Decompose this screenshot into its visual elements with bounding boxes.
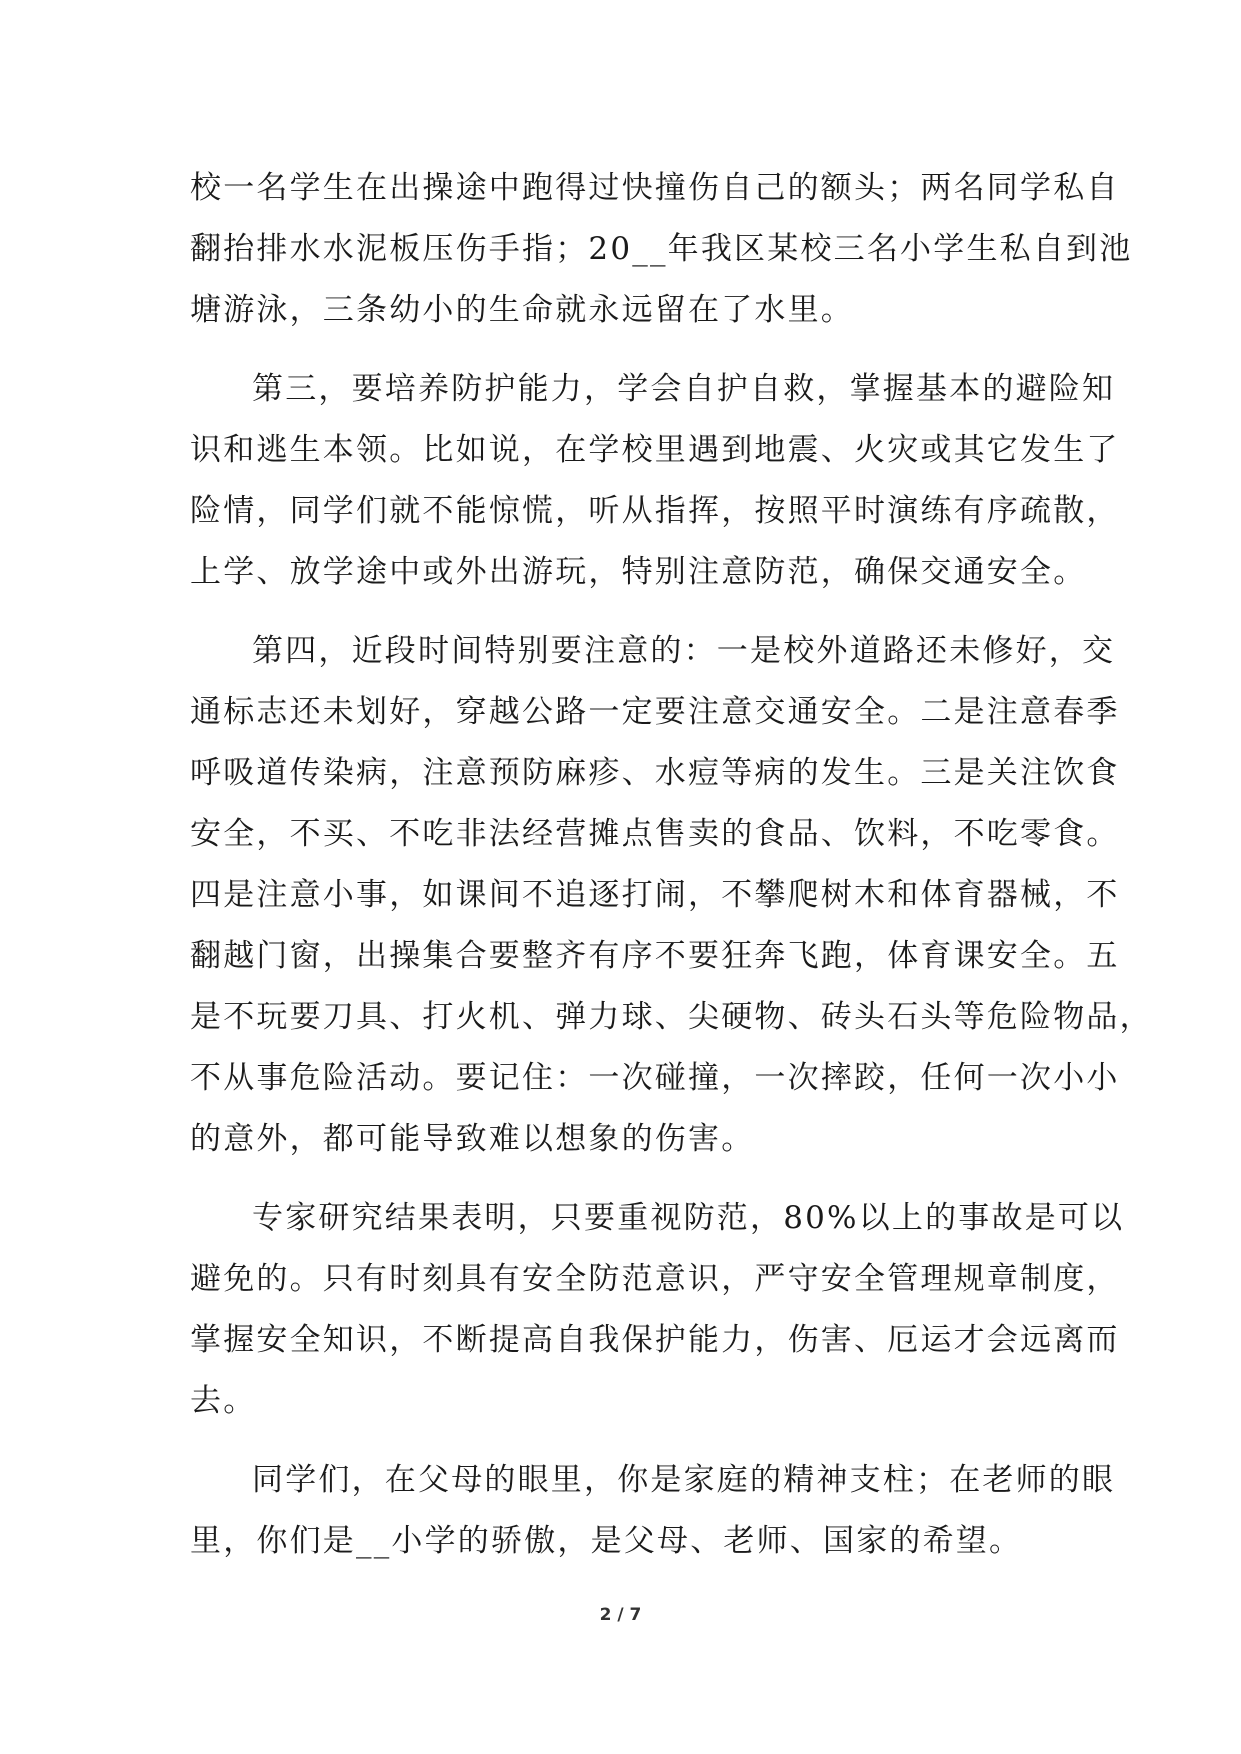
- text-line: 同学们，在父母的眼里，你是家庭的精神支柱；在老师的眼: [252, 1462, 1116, 1498]
- text-line: 不从事危险活动。要记住：一次碰撞，一次摔跤，任何一次小小: [190, 1060, 1120, 1096]
- page-number: 2 / 7: [599, 1605, 642, 1625]
- text-line: 塘游泳，三条幼小的生命就永远留在了水里。: [190, 292, 854, 328]
- text-line: 上学、放学途中或外出游玩，特别注意防范，确保交通安全。: [190, 554, 1087, 590]
- text-line: 险情，同学们就不能惊慌，听从指挥，按照平时演练有序疏散，: [190, 493, 1120, 529]
- paragraph-third-point: [190, 359, 1120, 603]
- document-body: [190, 158, 1153, 1572]
- text-line: 四是注意小事，如课间不追逐打闹，不攀爬树木和体育器械，不: [190, 877, 1120, 913]
- paragraph-classmates: [190, 1450, 1116, 1572]
- text-line: 掌握安全知识，不断提高自我保护能力，伤害、厄运才会远离而: [190, 1322, 1120, 1358]
- text-line: 第三，要培养防护能力，学会自护自救，掌握基本的避险知: [252, 371, 1116, 407]
- paragraph-fourth-point: [190, 621, 1153, 1170]
- text-line: 里，你们是__小学的骄傲，是父母、老师、国家的希望。: [190, 1523, 1023, 1559]
- text-line: 是不玩要刀具、打火机、弹力球、尖硬物、砖头石头等危险物品，: [190, 999, 1153, 1035]
- text-line: 识和逃生本领。比如说，在学校里遇到地震、火灾或其它发生了: [190, 432, 1120, 468]
- text-line: 通标志还未划好，穿越公路一定要注意交通安全。二是注意春季: [190, 694, 1120, 730]
- text-line: 专家研究结果表明，只要重视防范，80%以上的事故是可以: [252, 1200, 1125, 1236]
- text-line: 校一名学生在出操途中跑得过快撞伤自己的额头；两名同学私自: [190, 170, 1120, 206]
- paragraph-continued: [190, 158, 1133, 341]
- paragraph-expert-research: [190, 1188, 1125, 1432]
- text-line: 翻抬排水水泥板压伤手指；20__年我区某校三名小学生私自到池: [190, 231, 1133, 267]
- text-line: 第四，近段时间特别要注意的：一是校外道路还未修好，交: [252, 633, 1116, 669]
- text-line: 翻越门窗，出操集合要整齐有序不要狂奔飞跑，体育课安全。五: [190, 938, 1120, 974]
- text-line: 安全，不买、不吃非法经营摊点售卖的食品、饮料，不吃零食。: [190, 816, 1120, 852]
- text-line: 避免的。只有时刻具有安全防范意识，严守安全管理规章制度，: [190, 1261, 1120, 1297]
- text-line: 的意外，都可能导致难以想象的伤害。: [190, 1121, 755, 1157]
- text-line: 呼吸道传染病，注意预防麻疹、水痘等病的发生。三是关注饮食: [190, 755, 1120, 791]
- text-line: 去。: [190, 1383, 257, 1419]
